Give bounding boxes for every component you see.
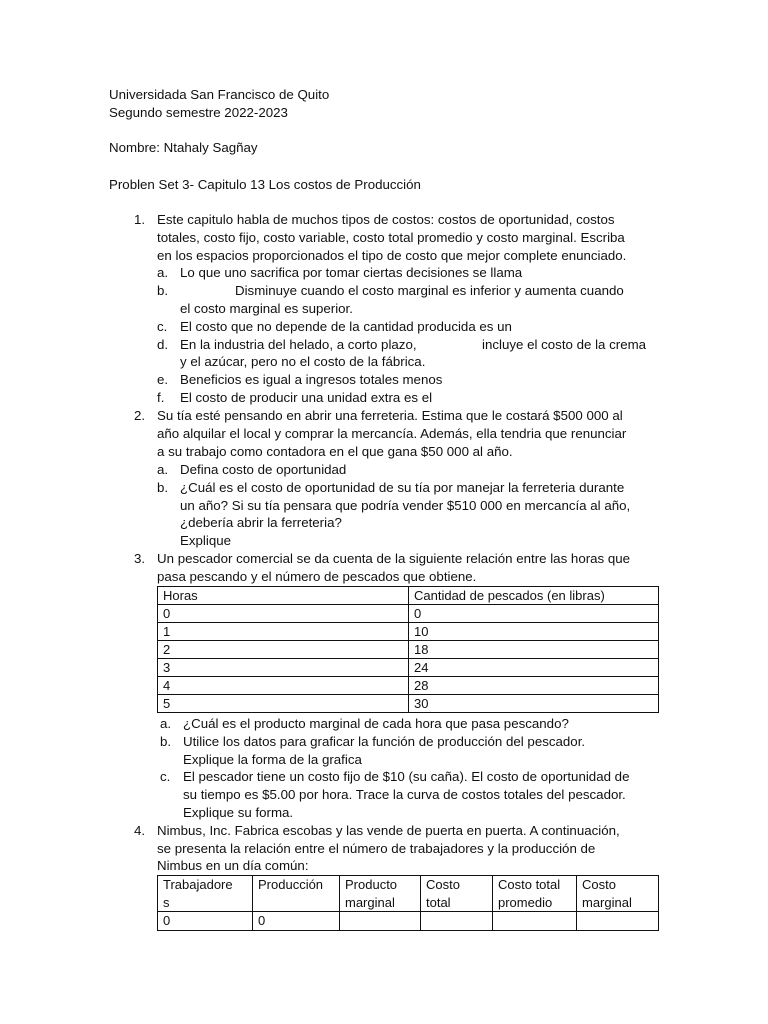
q3a-label: a. [160, 716, 172, 731]
table-row [158, 659, 659, 677]
university-name: Universidada San Francisco de Quito [109, 87, 330, 102]
q2-number: 2. [134, 408, 146, 423]
q2b-line-1: ¿Cuál es el costo de oportunidad de su tía por manejar la ferreteria durante [180, 480, 625, 495]
q2b-label: b. [157, 480, 169, 495]
q2b-line-2: un año? Si su tía pensara que podría vender $510 000 en mercancía al año, [180, 498, 631, 513]
q2b-line-3: ¿debería abrir la ferreteria? [180, 515, 342, 530]
q2a-text: Defina costo de oportunidad [180, 462, 347, 477]
table-cell [577, 912, 659, 931]
table-cell: 0 [253, 912, 340, 931]
q1-line-2: totales, costo fijo, costo variable, costo total promedio y costo marginal. Escriba [157, 230, 625, 245]
header-trabajadores: Trabajadore s [158, 876, 253, 912]
q1c-text: El costo que no depende de la cantidad producida es un [180, 319, 512, 334]
table-cell: 3 [158, 659, 409, 677]
header-horas: Horas [158, 587, 409, 605]
table-cell: 5 [158, 695, 409, 713]
q3-line-2: pasa pescando y el número de pescados que obtiene. [157, 569, 477, 584]
q2-line-1: Su tía esté pensando en abrir una ferreteria. Estima que le costará $500 000 al [157, 408, 623, 423]
document-title: Problen Set 3- Capitulo 13 Los costos de Producción [109, 177, 421, 192]
q1a-label: a. [157, 265, 169, 280]
q2-line-2: año alquilar el local y comprar la mercancía. Además, ella tendria que renunciar [157, 426, 627, 441]
table-row [158, 677, 659, 695]
table-cell [493, 912, 577, 931]
q4-line-1: Nimbus, Inc. Fabrica escobas y las vende de puerta en puerta. A continuación, [157, 823, 620, 838]
q1e-label: e. [157, 372, 169, 387]
table-row [158, 605, 659, 623]
q1-line-1: Este capitulo habla de muchos tipos de costos: costos de oportunidad, costos [157, 212, 615, 227]
table-header-row [158, 587, 659, 605]
table-cell: 4 [158, 677, 409, 695]
table-cell: 18 [409, 641, 659, 659]
q3-line-1: Un pescador comercial se da cuenta de la siguiente relación entre las horas que [157, 551, 631, 566]
q1a-text: Lo que uno sacrifica por tomar ciertas decisiones se llama [180, 265, 523, 280]
q1d-text-1a: En la industria del helado, a corto plazo, [180, 337, 417, 352]
q1b-text-2: el costo marginal es superior. [180, 301, 353, 316]
header-produccion: Producción [253, 876, 340, 912]
q1f-text: El costo de producir una unidad extra es el [180, 390, 433, 405]
q3c-line-3: Explique su forma. [183, 805, 294, 820]
table-cell: 28 [409, 677, 659, 695]
q1b-label: b. [157, 283, 169, 298]
table-row [158, 912, 659, 931]
q3b-text-2: Explique la forma de la grafica [183, 752, 362, 767]
header-producto-marginal: Producto marginal [340, 876, 421, 912]
table-cell: 0 [409, 605, 659, 623]
q1c-label: c. [157, 319, 168, 334]
q1e-text: Beneficios es igual a ingresos totales menos [180, 372, 443, 387]
table-cell [421, 912, 493, 931]
q1-number: 1. [134, 212, 146, 227]
header-costo-total-promedio: Costo total promedio [493, 876, 577, 912]
table-cell: 10 [409, 623, 659, 641]
q3c-label: c. [160, 769, 171, 784]
q1d-text-2: y el azúcar, pero no el costo de la fábrica. [180, 354, 426, 369]
q1b-text-1: Disminuye cuando el costo marginal es inferior y aumenta cuando [235, 283, 624, 298]
table-cell: 0 [158, 605, 409, 623]
table-row [158, 623, 659, 641]
q3b-text-1: Utilice los datos para graficar la función de producción del pescador. [183, 734, 586, 749]
q4-line-2: se presenta la relación entre el número de trabajadores y la producción de [157, 841, 596, 856]
table-cell: 30 [409, 695, 659, 713]
q1-line-3: en los espacios proporcionados el tipo de costo que mejor complete enunciado. [157, 248, 627, 263]
header-costo-marginal: Costo marginal [577, 876, 659, 912]
table-cell [340, 912, 421, 931]
q3a-text: ¿Cuál es el producto marginal de cada hora que pasa pescando? [183, 716, 569, 731]
table-row [158, 695, 659, 713]
q3b-label: b. [160, 734, 172, 749]
q1d-text-1b: incluye el costo de la crema [482, 337, 647, 352]
table-cell: 0 [158, 912, 253, 931]
q2-line-3: a su trabajo como contadora en el que gana $50 000 al año. [157, 444, 513, 459]
q3c-line-1: El pescador tiene un costo fijo de $10 (su caña). El costo de oportunidad de [183, 769, 630, 784]
table-cell: 1 [158, 623, 409, 641]
q1d-label: d. [157, 337, 169, 352]
table-header-row [158, 876, 659, 912]
fishing-table [157, 586, 659, 713]
student-name: Nombre: Ntahaly Sagñay [109, 140, 258, 155]
header-cantidad: Cantidad de pescados (en libras) [409, 587, 659, 605]
q4-line-3: Nimbus en un día común: [157, 858, 309, 873]
q1f-label: f. [157, 390, 165, 405]
table-cell: 24 [409, 659, 659, 677]
q2b-line-4: Explique [180, 533, 232, 548]
q2a-label: a. [157, 462, 169, 477]
q3c-line-2: su tiempo es $5.00 por hora. Trace la curva de costos totales del pescador. [183, 787, 626, 802]
table-cell: 2 [158, 641, 409, 659]
q3-number: 3. [134, 551, 146, 566]
header-costo-total: Costo total [421, 876, 493, 912]
nimbus-table [157, 875, 659, 931]
semester: Segundo semestre 2022-2023 [109, 105, 288, 120]
q4-number: 4. [134, 823, 146, 838]
table-row [158, 641, 659, 659]
